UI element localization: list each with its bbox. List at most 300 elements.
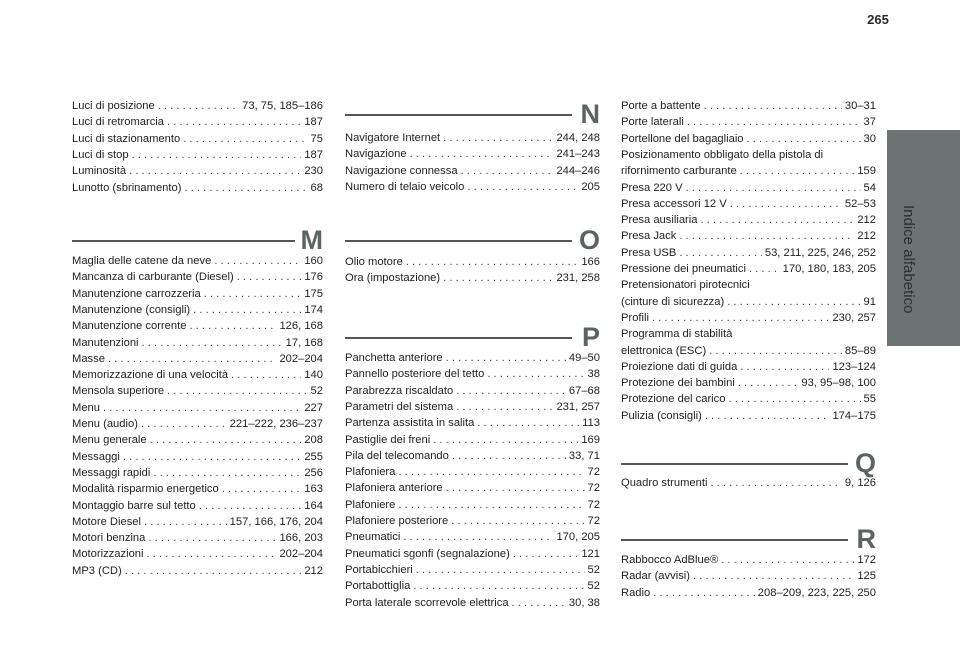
- section-letter: P: [581, 322, 600, 352]
- index-entry-pages: 54: [863, 181, 876, 194]
- index-entry-pages: 170, 180, 183, 205: [782, 263, 876, 275]
- index-entry-term: Maglia delle catene da neve: [72, 255, 212, 267]
- index-entry-term: Lunotto (sbrinamento): [72, 181, 182, 194]
- index-entry-term: Pastiglie dei freni: [345, 433, 431, 446]
- index-entry-term: Masse: [72, 352, 105, 365]
- index-entry: [72, 514, 323, 530]
- leader-dots: [443, 270, 553, 286]
- index-entry-term: Ora (impostazione): [345, 272, 441, 285]
- index-entry: [345, 254, 600, 270]
- index-entry-term: Portabottiglia: [345, 580, 411, 593]
- index-entry-term: Partenza assistita in salita: [345, 417, 475, 430]
- leader-dots: [147, 546, 277, 562]
- leader-dots: [214, 253, 301, 269]
- leader-dots: [710, 475, 841, 491]
- index-entry-term: Portabicchieri: [345, 563, 413, 576]
- index-entry: [72, 400, 323, 416]
- index-entry-term: Presa 220 V: [621, 181, 683, 194]
- index-entry-term: Panchetta anteriore: [345, 352, 443, 364]
- index-entry: [72, 302, 323, 318]
- index-entry-term: Olio motore: [345, 256, 403, 268]
- index-entry-pages: 176: [304, 271, 323, 284]
- index-entry-pages: 212: [857, 214, 876, 227]
- index-entry: [72, 163, 323, 179]
- leader-dots: [446, 350, 566, 366]
- index-entry: [72, 286, 323, 302]
- leader-dots: [398, 497, 584, 513]
- index-entry-term: Pneumatici: [345, 531, 401, 544]
- index-entry-pages: 157, 166, 176, 204: [229, 515, 323, 528]
- index-entry-pages: 166, 203: [279, 532, 323, 545]
- leader-dots: [153, 465, 301, 481]
- section-divider-rule: [621, 539, 848, 541]
- index-entry: [345, 163, 600, 179]
- index-entry-pages: 163: [304, 483, 323, 496]
- index-entry-term: Presa accessori 12 V: [621, 197, 727, 210]
- index-entry: [345, 366, 600, 382]
- index-entry: [72, 131, 323, 147]
- leader-dots: [709, 343, 842, 359]
- leader-dots: [679, 228, 854, 244]
- index-entry: [72, 351, 323, 367]
- index-entry-pages: 113: [582, 417, 600, 430]
- index-entry-pages: 175: [304, 287, 323, 300]
- index-entry-pages: 121: [581, 547, 600, 560]
- letter-section-header: [345, 322, 600, 353]
- index-entry-term: Pressione dei pneumatici: [621, 263, 746, 275]
- index-entry: [621, 114, 876, 130]
- leader-dots: [512, 595, 566, 611]
- leader-dots: [461, 163, 554, 179]
- index-entry-pages: 33, 71: [568, 449, 600, 462]
- leader-dots: [704, 98, 842, 114]
- index-entry-term: Parametri del sistema: [345, 400, 454, 413]
- index-entry-pages: 9, 126: [844, 477, 876, 489]
- leader-dots: [456, 399, 553, 415]
- index-entry-term: Plafoniere posteriore: [345, 515, 449, 527]
- leader-dots: [222, 481, 302, 497]
- leader-dots: [687, 114, 861, 130]
- index-entry-term: MP3 (CD): [72, 564, 122, 577]
- section-tab-label: Indice alfabetico: [900, 205, 917, 314]
- leader-dots: [728, 391, 860, 407]
- index-entry-pages: 125: [857, 570, 876, 583]
- leader-dots: [237, 269, 302, 285]
- index-entry-term: Luci di posizione: [72, 100, 155, 112]
- index-entry: [621, 475, 876, 491]
- index-entry-term: Manutenzioni: [72, 336, 139, 349]
- index-entry-term: Plafoniera: [345, 466, 396, 479]
- leader-dots: [406, 254, 579, 270]
- index-entry: [621, 326, 876, 342]
- index-entry-pages: 160: [304, 255, 323, 267]
- index-entry-term: Navigazione connessa: [345, 164, 458, 177]
- leader-dots: [652, 310, 829, 326]
- leader-dots: [446, 480, 585, 496]
- index-entry: [621, 180, 876, 196]
- index-entry: [72, 180, 323, 196]
- leader-dots: [686, 180, 861, 196]
- index-entry: [621, 147, 876, 163]
- index-entry-pages: 227: [304, 401, 323, 414]
- index-entry-term: Luminosità: [72, 165, 127, 178]
- index-entry-pages: 140: [304, 369, 323, 382]
- index-entry-term: Navigatore Internet: [345, 132, 441, 144]
- leader-dots: [129, 163, 301, 179]
- leader-dots: [125, 563, 302, 579]
- index-entry: [72, 546, 323, 562]
- index-entry-pages: 123–124: [832, 360, 876, 373]
- leader-dots: [467, 179, 578, 195]
- index-entry-pages: 67–68: [568, 384, 600, 397]
- index-entry: [72, 498, 323, 514]
- leader-dots: [433, 432, 578, 448]
- section-divider-rule: [72, 240, 295, 242]
- index-entry: [72, 383, 323, 399]
- index-entry-term: Presa ausiliaria: [621, 214, 698, 227]
- index-entry-term: Pannello posteriore del tetto: [345, 368, 485, 381]
- leader-dots: [451, 513, 584, 529]
- index-entry-term: Navigazione: [345, 148, 407, 161]
- index-entry-pages: 166: [581, 256, 600, 268]
- letter-section-header: [72, 225, 323, 256]
- index-entry-pages: 208: [304, 434, 323, 447]
- index-entry-term: Pila del telecomando: [345, 449, 449, 462]
- index-entry-pages: 72: [587, 498, 600, 511]
- index-entry-term: Memorizzazione di una velocità: [72, 369, 229, 382]
- index-entry: [345, 179, 600, 195]
- index-entry-term: rifornimento carburante: [621, 165, 737, 178]
- index-entry: [345, 497, 600, 513]
- index-entry-term: Motorizzazioni: [72, 548, 144, 561]
- index-entry-term: Motori benzina: [72, 532, 146, 545]
- index-entry-term: elettronica (ESC): [621, 344, 707, 357]
- section-letter: N: [580, 99, 600, 129]
- index-entry: [621, 310, 876, 326]
- index-entry-term: Luci di stop: [72, 148, 129, 161]
- index-entry: [72, 530, 323, 546]
- leader-dots: [679, 245, 762, 261]
- leader-dots: [705, 408, 830, 424]
- index-entry: [345, 480, 600, 496]
- leader-dots: [416, 562, 585, 578]
- leader-dots: [103, 400, 301, 416]
- index-entry-pages: 30: [863, 132, 876, 145]
- index-entry: [621, 261, 876, 277]
- leader-dots: [150, 432, 302, 448]
- letter-section-header: [345, 99, 600, 130]
- leader-dots: [189, 318, 276, 334]
- section-divider-rule: [345, 337, 572, 339]
- index-entry-pages: 30, 38: [568, 596, 600, 609]
- index-entry-pages: 49–50: [568, 352, 600, 364]
- index-entry: [621, 408, 876, 424]
- index-entry-pages: 72: [587, 482, 600, 495]
- index-entry-term: Plafoniera anteriore: [345, 482, 443, 495]
- leader-dots: [183, 131, 307, 147]
- index-entry: [345, 270, 600, 286]
- letter-section-header: [345, 225, 600, 256]
- index-entry-term: Modalità risparmio energetico: [72, 483, 219, 496]
- index-entry: [345, 130, 600, 146]
- index-entry-pages: 93, 95–98, 100: [801, 377, 876, 390]
- leader-dots: [231, 367, 301, 383]
- index-entry-term: Presa Jack: [621, 230, 677, 243]
- index-entry: [345, 464, 600, 480]
- index-entry-pages: 72: [587, 466, 600, 479]
- index-entry-pages: 52: [587, 580, 600, 593]
- index-entry-pages: 17, 168: [285, 336, 323, 349]
- index-entry-term: Presa USB: [621, 246, 677, 259]
- index-entry: [345, 448, 600, 464]
- leader-dots: [738, 375, 799, 391]
- leader-dots: [184, 180, 307, 196]
- index-entry-pages: 164: [304, 499, 323, 512]
- index-entry-pages: 52–53: [844, 197, 876, 210]
- index-entry: [621, 245, 876, 261]
- index-entry-pages: 174–175: [832, 409, 876, 422]
- index-entry: [72, 465, 323, 481]
- index-entry: [621, 359, 876, 375]
- leader-dots: [141, 416, 227, 432]
- index-entry-term: Messaggi: [72, 450, 120, 463]
- index-entry-pages: 212: [857, 230, 876, 243]
- index-entry: [345, 513, 600, 529]
- index-entry: [621, 163, 876, 179]
- index-entry: [345, 350, 600, 366]
- leader-dots: [398, 464, 584, 480]
- index-entry-term: Porte laterali: [621, 116, 684, 129]
- index-entry: [621, 294, 876, 310]
- index-entry-pages: 38: [587, 368, 600, 381]
- index-entry: [345, 432, 600, 448]
- index-entry: [345, 578, 600, 594]
- index-entry: [345, 146, 600, 162]
- index-entry-pages: 202–204: [279, 352, 323, 365]
- index-entry: [621, 196, 876, 212]
- leader-dots: [740, 163, 855, 179]
- leader-dots: [123, 449, 301, 465]
- index-entry: [72, 318, 323, 334]
- index-entry: [345, 529, 600, 545]
- index-entry: [72, 147, 323, 163]
- index-entry-term: Rabbocco AdBlue®: [621, 554, 719, 566]
- index-entry-term: Porte a battente: [621, 100, 701, 112]
- index-entry: [621, 131, 876, 147]
- index-entry-pages: 244, 248: [556, 132, 600, 144]
- index-entry-term: Montaggio barre sul tetto: [72, 499, 196, 512]
- index-entry: [72, 416, 323, 432]
- index-entry-term: Posizionamento obbligato della pistola di: [621, 148, 824, 161]
- index-entry: [72, 253, 323, 269]
- index-entry: [72, 114, 323, 130]
- index-entry-pages: 230: [304, 165, 323, 178]
- leader-dots: [443, 130, 553, 146]
- index-entry-term: Menu (audio): [72, 418, 138, 430]
- index-entry-term: Pulizia (consigli): [621, 409, 702, 422]
- index-entry: [345, 595, 600, 611]
- leader-dots: [403, 529, 553, 545]
- leader-dots: [693, 568, 854, 584]
- index-entry-pages: 174: [304, 303, 323, 316]
- index-entry: [345, 562, 600, 578]
- index-entry-pages: 126, 168: [279, 320, 323, 333]
- index-entry-term: Protezione del carico: [621, 393, 726, 406]
- index-entry: [621, 552, 876, 568]
- index-entry: [72, 269, 323, 285]
- index-entry-term: Manutenzione (consigli): [72, 303, 191, 316]
- leader-dots: [487, 366, 584, 382]
- index-entry-pages: 187: [304, 116, 323, 129]
- index-entry-term: Pretensionatori pirotecnici: [621, 279, 750, 292]
- index-entry-pages: 30–31: [844, 100, 876, 112]
- index-entry-pages: 91: [863, 295, 876, 308]
- index-entry-pages: 202–204: [279, 548, 323, 561]
- index-entry-pages: 241–243: [556, 148, 600, 161]
- index-entry-pages: 208–209, 223, 225, 250: [757, 586, 876, 599]
- index-entry: [621, 568, 876, 584]
- index-entry-term: Messaggi rapidi: [72, 466, 151, 479]
- index-entry: [345, 415, 600, 431]
- section-divider-rule: [345, 114, 572, 116]
- index-entry-pages: 255: [304, 450, 323, 463]
- index-entry-term: Programma di stabilità: [621, 328, 733, 341]
- index-entry-pages: 37: [863, 116, 876, 129]
- leader-dots: [749, 261, 780, 277]
- index-entry-term: Motore Diesel: [72, 515, 142, 528]
- index-entry-term: Manutenzione carrozzeria: [72, 287, 201, 300]
- index-entry-pages: 221–222, 236–237: [229, 418, 323, 430]
- index-entry-pages: 53, 211, 225, 246, 252: [764, 246, 876, 259]
- leader-dots: [727, 294, 860, 310]
- index-entry: [621, 343, 876, 359]
- section-letter: Q: [854, 448, 876, 478]
- leader-dots: [158, 98, 239, 114]
- leader-dots: [456, 383, 566, 399]
- leader-dots: [477, 415, 579, 431]
- index-entry-term: Quadro strumenti: [621, 477, 708, 489]
- leader-dots: [730, 196, 842, 212]
- leader-dots: [204, 286, 302, 302]
- index-entry: [621, 212, 876, 228]
- index-entry: [72, 98, 323, 114]
- leader-dots: [513, 546, 579, 562]
- index-entry-pages: 159: [857, 165, 876, 178]
- index-entry-pages: 52: [310, 385, 323, 398]
- leader-dots: [193, 302, 301, 318]
- index-entry-pages: 73, 75, 185–186: [242, 100, 323, 112]
- index-entry-term: Protezione dei bambini: [621, 377, 735, 390]
- index-entry: [621, 375, 876, 391]
- index-entry-term: Mensola superiore: [72, 385, 165, 398]
- index-entry: [72, 432, 323, 448]
- index-entry: [621, 228, 876, 244]
- leader-dots: [653, 585, 755, 601]
- page-number: 265: [867, 12, 889, 27]
- index-entry-term: Radio: [621, 586, 651, 599]
- index-entry-pages: 85–89: [844, 344, 876, 357]
- section-letter: M: [300, 225, 323, 255]
- leader-dots: [142, 335, 283, 351]
- index-entry: [72, 481, 323, 497]
- index-entry-term: Pneumatici sgonfi (segnalazione): [345, 547, 510, 560]
- index-entry-pages: 72: [587, 515, 600, 527]
- leader-dots: [452, 448, 566, 464]
- index-entry-pages: 231, 257: [556, 400, 600, 413]
- index-entry-pages: 187: [304, 148, 323, 161]
- leader-dots: [199, 498, 302, 514]
- index-entry-pages: 231, 258: [556, 272, 600, 285]
- leader-dots: [700, 212, 854, 228]
- leader-dots: [167, 383, 308, 399]
- index-entry-term: Menu generale: [72, 434, 147, 447]
- index-entry-term: (cinture di sicurezza): [621, 295, 725, 308]
- leader-dots: [410, 146, 554, 162]
- index-entry-term: Porta laterale scorrevole elettrica: [345, 596, 509, 609]
- index-entry-pages: 172: [857, 554, 876, 566]
- index-entry-term: Mancanza di carburante (Diesel): [72, 271, 234, 284]
- index-entry: [72, 563, 323, 579]
- index-entry-term: Numero di telaio veicolo: [345, 180, 465, 193]
- index-entry-pages: 169: [581, 433, 600, 446]
- index-entry-term: Luci di stazionamento: [72, 132, 181, 145]
- index-entry-term: Plafoniere: [345, 498, 396, 511]
- leader-dots: [721, 552, 854, 568]
- index-entry-pages: 256: [304, 466, 323, 479]
- index-entry-pages: 52: [587, 563, 600, 576]
- leader-dots: [413, 578, 584, 594]
- index-entry-pages: 205: [581, 180, 600, 193]
- index-entry: [621, 391, 876, 407]
- index-entry-pages: 170, 205: [556, 531, 600, 544]
- index-entry-term: Profili: [621, 311, 649, 324]
- index-entry-term: Luci di retromarcia: [72, 116, 165, 129]
- leader-dots: [108, 351, 276, 367]
- index-entry-term: Radar (avvisi): [621, 570, 691, 583]
- leader-dots: [167, 114, 301, 130]
- index-entry-pages: 75: [310, 132, 323, 145]
- leader-dots: [740, 359, 829, 375]
- index-entry-pages: 212: [304, 564, 323, 577]
- index-entry: [345, 399, 600, 415]
- section-divider-rule: [621, 463, 848, 465]
- index-entry-term: Parabrezza riscaldato: [345, 384, 454, 397]
- index-entry: [621, 585, 876, 601]
- section-letter: R: [856, 524, 876, 554]
- leader-dots: [148, 530, 276, 546]
- index-entry-term: Manutenzione corrente: [72, 320, 187, 333]
- leader-dots: [747, 131, 861, 147]
- index-entry: [345, 546, 600, 562]
- section-letter: O: [578, 225, 600, 255]
- leader-dots: [144, 514, 227, 530]
- index-entry-term: Portellone del bagagliaio: [621, 132, 744, 145]
- index-entry-pages: 230, 257: [832, 311, 876, 324]
- letter-section-header: [621, 524, 876, 555]
- index-entry: [72, 367, 323, 383]
- index-entry: [345, 383, 600, 399]
- index-entry: [72, 335, 323, 351]
- leader-dots: [132, 147, 302, 163]
- index-entry-term: Menu: [72, 401, 100, 414]
- index-entry: [72, 449, 323, 465]
- index-entry-term: Proiezione dati di guida: [621, 360, 738, 373]
- index-entry: [621, 98, 876, 114]
- index-entry-pages: 68: [310, 181, 323, 194]
- index-entry-pages: 244–246: [556, 164, 600, 177]
- section-divider-rule: [345, 240, 572, 242]
- index-entry-pages: 55: [863, 393, 876, 406]
